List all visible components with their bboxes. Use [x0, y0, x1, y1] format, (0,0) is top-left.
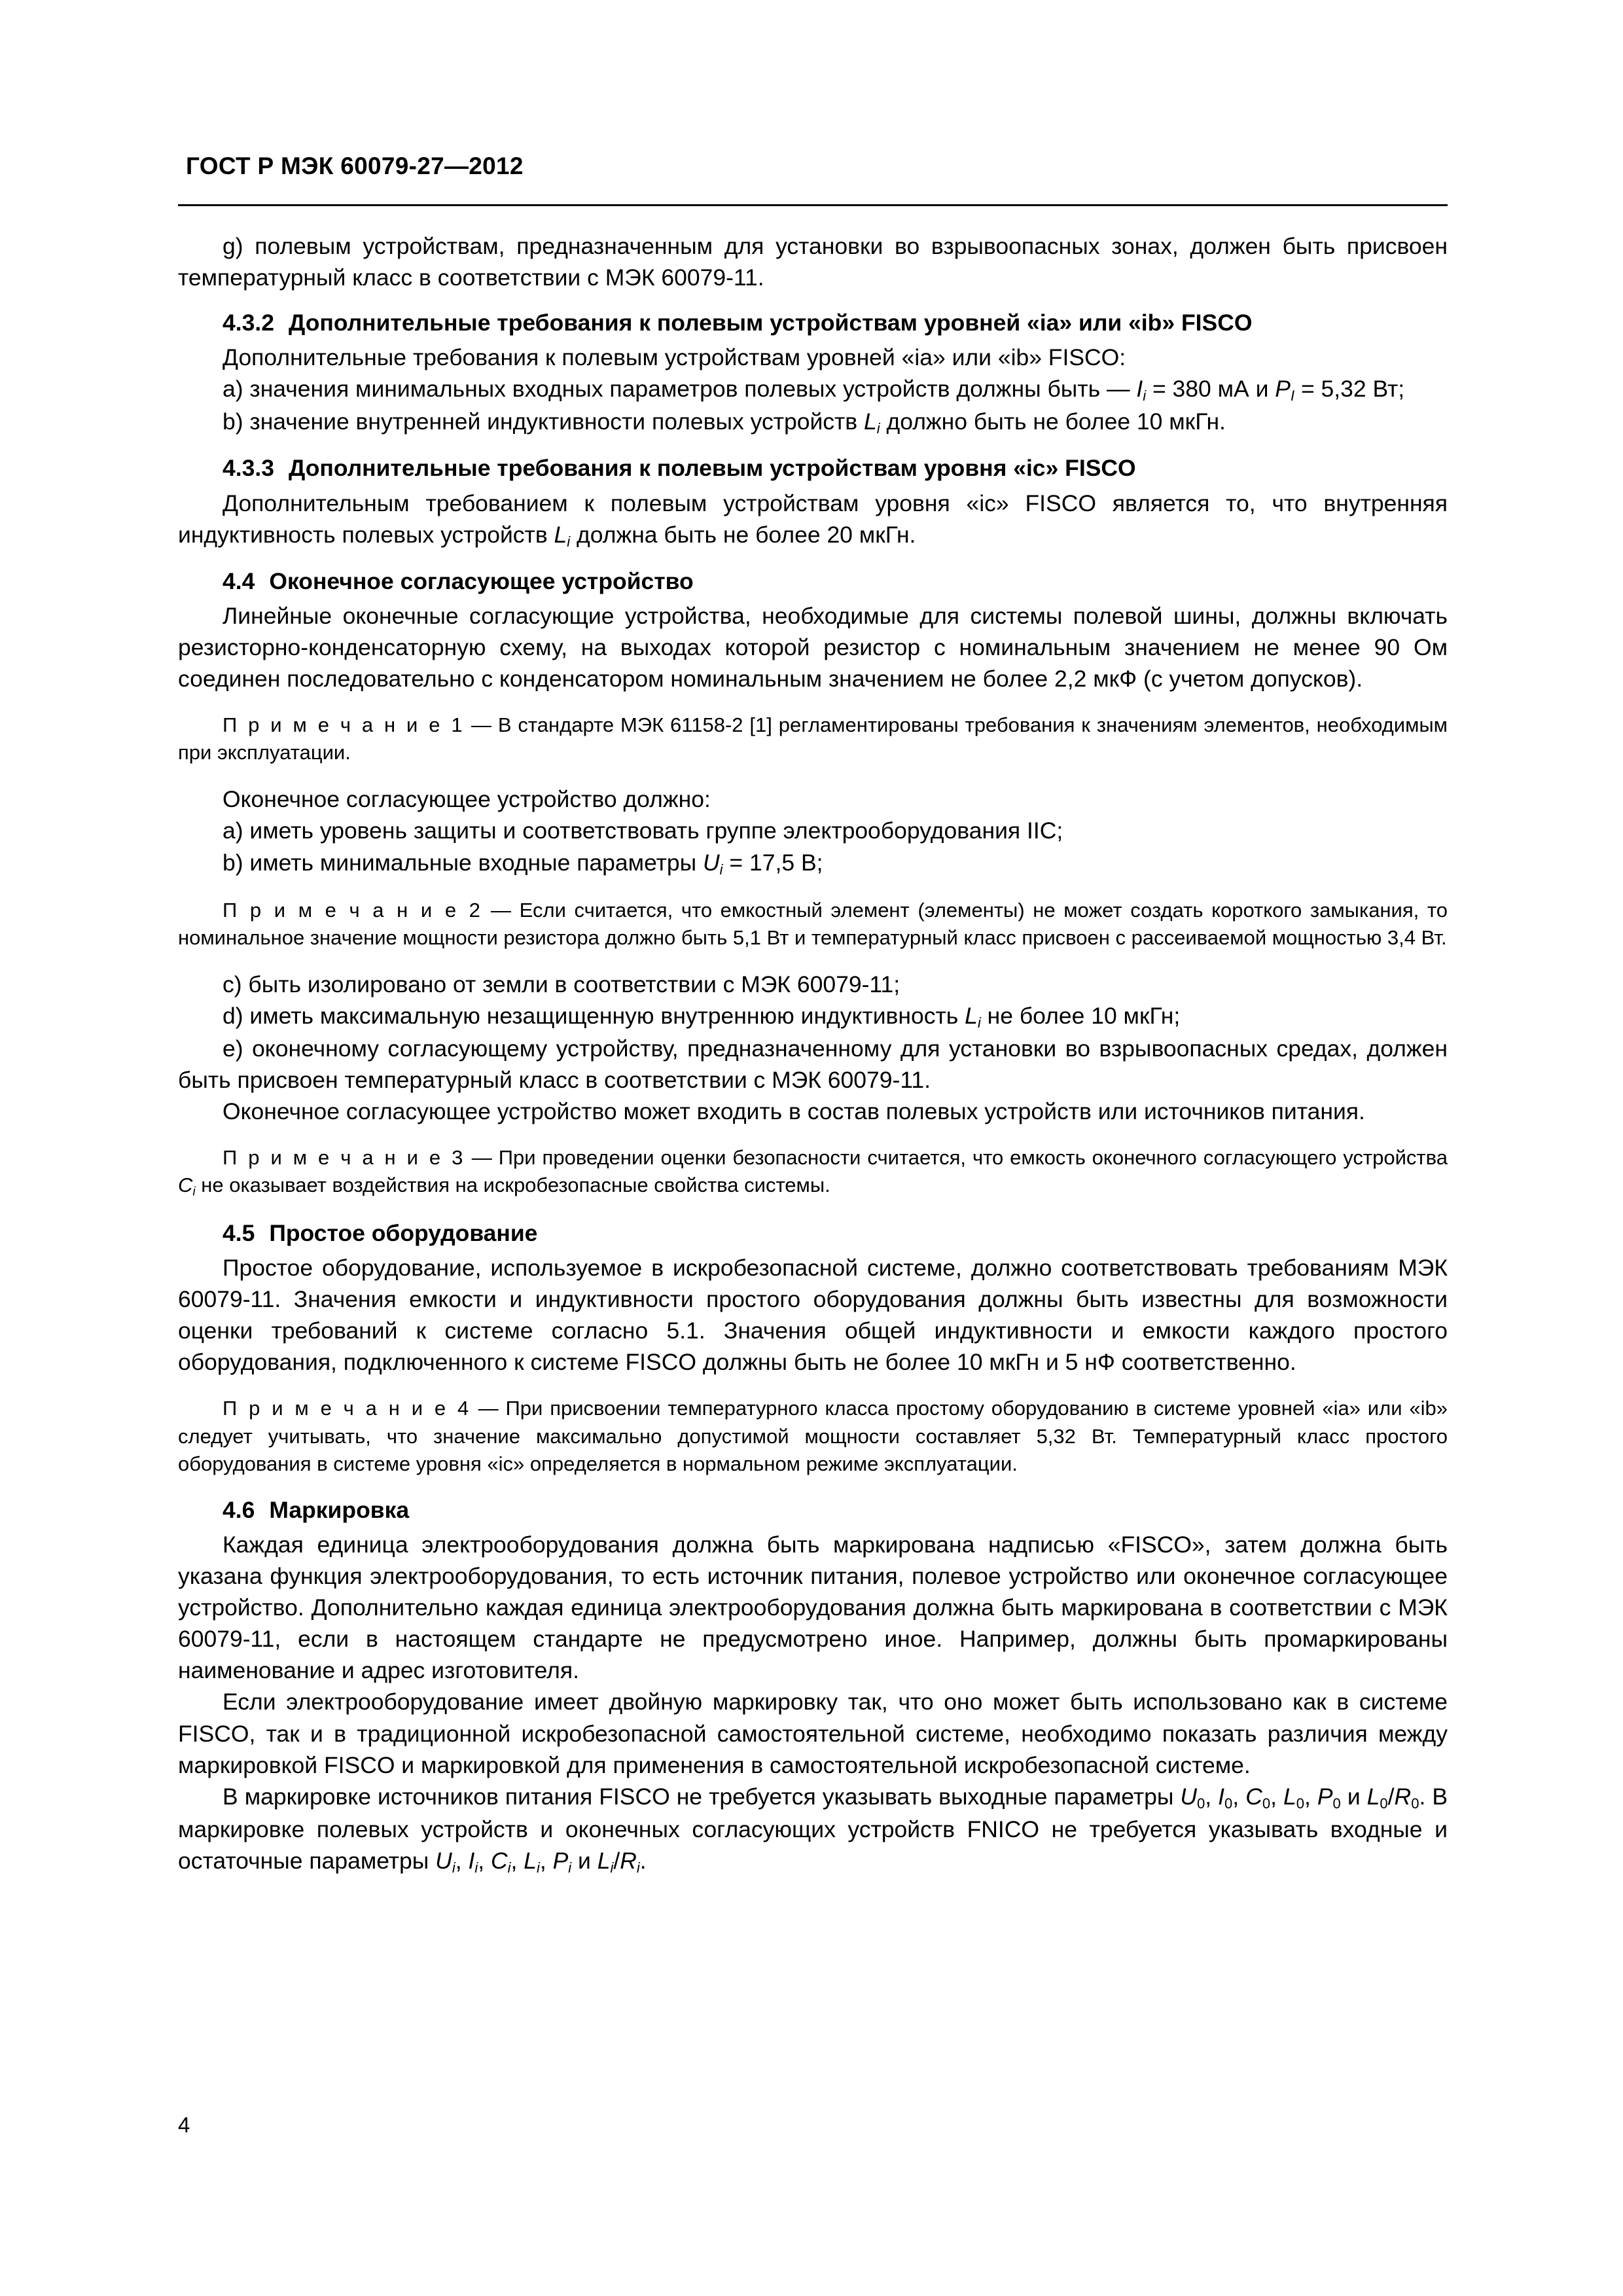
section-heading: [178, 1495, 1448, 1525]
body-paragraph: g) полевым устройствам, предназначенным для установки во взрывоопасных зонах, должен быть присвоен температурный класс в соответствии с МЭК 60079-11.: [178, 233, 1448, 291]
note-paragraph: [178, 897, 1448, 952]
body-paragraph: d) иметь максимальную незащищенную внутреннюю индуктивность $L_i$ не более 10 мкГн;: [223, 1002, 1181, 1031]
section-title: Оконечное согласующее устройство: [269, 567, 694, 594]
note-label: П р и м е ч а н и е 4: [223, 1397, 471, 1420]
section-title: Дополнительные требования к полевым устройствам уровней «ia» или «ib» FISCO: [288, 310, 1253, 336]
section-number: 4.4: [223, 567, 255, 594]
body-paragraph: b) иметь минимальные входные параметры $U_i = 17,5$ В;: [223, 849, 823, 878]
body-paragraph: Оконечное согласующее устройство может входить в состав полевых устройств или источников питания.: [223, 1098, 1365, 1125]
note-paragraph: [178, 1144, 1448, 1201]
body-paragraph: e) оконечному согласующему устройству, предназначенному для установки во взрывоопасных средах, должен быть присвоен температурный класс в соответствии с МЭК 60079-11.: [178, 1035, 1448, 1093]
note-label: П р и м е ч а н и е 2: [223, 898, 483, 922]
section-heading: [178, 453, 1448, 483]
section-title: Маркировка: [269, 1496, 410, 1523]
body-paragraph: В маркировке источников питания FISCO не требуется указывать выходные параметры $U_0$, $I_0$, $C_0$, $L_0$, $P_0$ и $L_0/R_0$. В маркировке полевых устройств и оконечных согласующих устройств FNICO не требуется указывать входные и остаточные параметры $U_i$, $I_i$, $C_i$, $L_i$, $P_i$ и $L_i/R_i$.: [178, 1783, 1448, 1876]
note-label: П р и м е ч а н и е 1: [223, 713, 465, 737]
note-paragraph: [178, 1395, 1448, 1477]
body-paragraph: c) быть изолировано от земли в соответствии с МЭК 60079-11;: [223, 971, 901, 997]
body-paragraph: Линейные оконечные согласующие устройства, необходимые для системы полевой шины, должны включать резисторно-конденсаторную схему, на выходах которой резистор с номинальным значением не менее 90 Ом соединен последовательно с конденсатором номинальным значением не более 2,2 мкФ (с учетом допусков).: [178, 602, 1448, 692]
header-divider: [178, 204, 1448, 206]
section-heading: [178, 1218, 1448, 1248]
section-title: Простое оборудование: [269, 1219, 538, 1246]
note-text: — Если считается, что емкостный элемент (элементы) не может создать короткого замыкания, то номинальное значение мощности резистора должно быть 5,1 Вт и температурный класс присвоен с рассеиваемой мощностью 3,4 Вт.: [178, 898, 1448, 949]
section-heading: [178, 566, 1448, 596]
section-number: 4.3.3: [223, 455, 274, 482]
section-number: 4.3.2: [223, 310, 274, 336]
body-paragraph: Если электрооборудование имеет двойную маркировку так, что оно может быть использовано как в системе FISCO, так и в традиционной искробезопасной самостоятельной системе, необходимо показать различия между маркировкой FISCO и маркировкой для применения в самостоятельной искробезопасной системе.: [178, 1689, 1448, 1778]
body-paragraph: Дополнительным требованием к полевым устройствам уровня «ic» FISCO является то, что внутренняя индуктивность полевых устройств $L_i$ должна быть не более 20 мкГн.: [178, 490, 1448, 550]
page-header: [178, 152, 1448, 181]
standard-number: ГОСТ Р МЭК 60079-27—2012: [186, 152, 524, 179]
section-heading: [178, 308, 1448, 338]
note-text: — В стандарте МЭК 61158-2 [1] регламентированы требования к значениям элементов, необходимым при эксплуатации.: [178, 713, 1448, 764]
body-paragraph: a) значения минимальных входных параметров полевых устройств должны быть — $I_i = 380$ мА и $P_I = 5,32$ Вт;: [223, 376, 1405, 404]
body-paragraph: b) значение внутренней индуктивности полевых устройств $L_i$ должно быть не более 10 мкГн.: [223, 408, 1226, 437]
section-number: 4.6: [223, 1496, 255, 1523]
section-title: Дополнительные требования к полевым устройствам уровня «ic» FISCO: [288, 455, 1136, 482]
section-number: 4.5: [223, 1219, 255, 1246]
body-paragraph: a) иметь уровень защиты и соответствовать группе электрооборудования IIC;: [223, 817, 1063, 844]
body-paragraph: Дополнительные требования к полевым устройствам уровней «ia» или «ib» FISCO:: [223, 344, 1126, 371]
document-body: [178, 230, 1448, 1878]
body-paragraph: Простое оборудование, используемое в искробезопасной системе, должно соответствовать требованиям МЭК 60079-11. Значения емкости и индуктивности простого оборудования должны быть известны для возможности оценки требований к системе согласно 5.1. Значения общей индуктивности и емкости каждого простого оборудования, подключенного к системе FISCO должны быть не более 10 мкГн и 5 нФ соответственно.: [178, 1254, 1448, 1376]
body-paragraph: Оконечное согласующее устройство должно:: [223, 786, 711, 813]
page-number: 4: [178, 2113, 190, 2137]
note-paragraph: [178, 711, 1448, 766]
note-text: — При проведении оценки безопасности считается, что емкость оконечного согласующего устройства $C_i$ не оказывает воздействия на искробезопасные свойства системы.: [178, 1146, 1448, 1199]
note-label: П р и м е ч а н и е 3: [223, 1146, 465, 1170]
body-paragraph: Каждая единица электрооборудования должна быть маркирована надписью «FISCO», затем должна быть указана функция электрооборудования, то есть источник питания, полевое устройство или оконечное согласующее устройство. Дополнительно каждая единица электрооборудования должна быть маркирована в соответствии с МЭК 60079-11, если в настоящем стандарте не предусмотрено иное. Например, должны быть промаркированы наименование и адрес изготовителя.: [178, 1531, 1448, 1684]
note-text: — При присвоении температурного класса простому оборудованию в системе уровней «ia» или «ib» следует учитывать, что значение максимально допустимой мощности составляет 5,32 Вт. Температурный класс простого оборудования в системе уровня «ic» определяется в нормальном режиме эксплуатации.: [178, 1397, 1448, 1475]
